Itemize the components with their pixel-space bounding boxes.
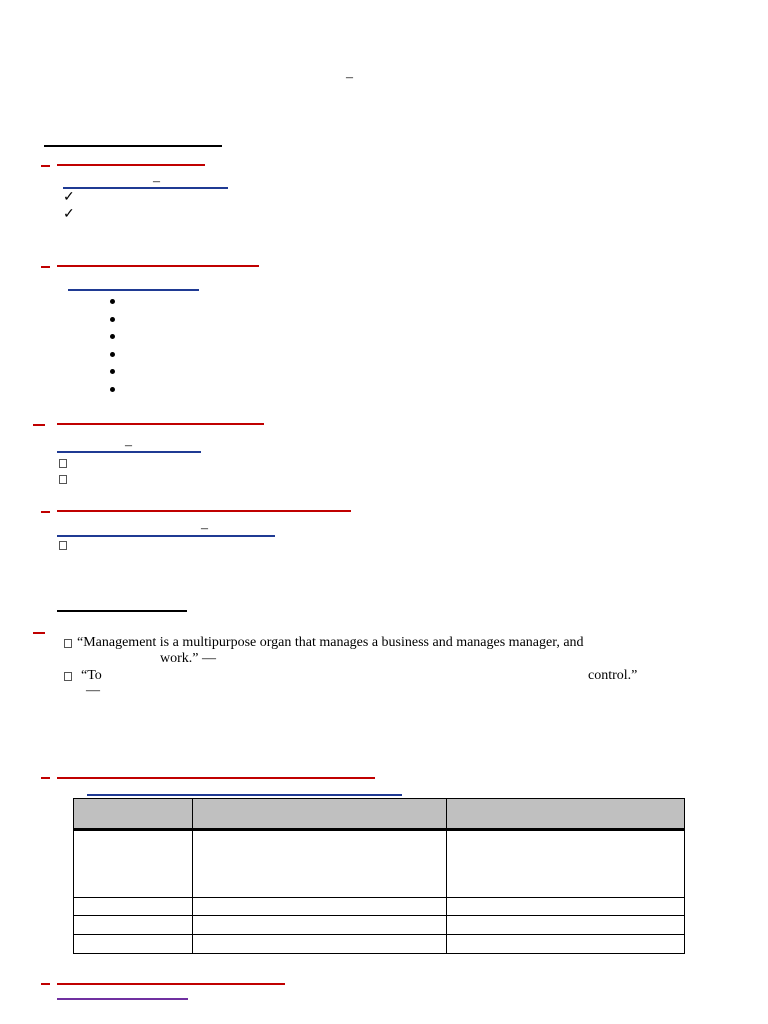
bullet-icon — [110, 299, 115, 304]
section-last-marker — [41, 983, 50, 985]
definitions-heading-underline — [57, 610, 187, 612]
section3-subheading-dash: – — [125, 438, 132, 453]
section1-heading-underline — [57, 164, 205, 166]
section1-marker — [41, 165, 50, 167]
quote1-line2: work.” — — [160, 651, 216, 666]
table-cell — [447, 934, 685, 953]
table-cell — [192, 897, 447, 915]
check-icon: ✓ — [63, 207, 75, 222]
table-header-row — [74, 799, 685, 830]
quote1-line1: “Management is a multipurpose organ that manages a business and manages manager, and — [77, 635, 584, 650]
main-heading-underline — [44, 145, 222, 147]
section-table-heading-underline — [57, 777, 375, 779]
table-cell — [74, 934, 193, 953]
section4-heading-underline — [57, 510, 351, 512]
table-cell — [74, 915, 193, 934]
section1-subheading-link[interactable] — [63, 187, 228, 189]
empty-box-icon — [64, 639, 72, 648]
section3-heading-underline — [57, 423, 264, 425]
empty-box-icon — [59, 541, 67, 550]
section-last-heading-underline — [57, 983, 285, 985]
section4-subheading-link[interactable] — [57, 535, 275, 537]
table-header-cell — [447, 799, 685, 830]
section4-marker — [41, 511, 50, 513]
section2-subheading-link[interactable] — [68, 289, 199, 291]
check-icon: ✓ — [63, 190, 75, 205]
quote2-end: control.” — [588, 668, 638, 683]
bullet-icon — [110, 317, 115, 322]
table-cell — [447, 830, 685, 897]
section1-subheading-dash: – — [153, 174, 160, 189]
quote2-line2: — — [86, 683, 100, 698]
table-cell — [192, 915, 447, 934]
bullet-icon — [110, 352, 115, 357]
section-last-visited-link[interactable] — [57, 998, 188, 1000]
empty-box-icon — [59, 459, 67, 468]
table-cell — [447, 897, 685, 915]
table-cell — [192, 830, 447, 897]
section-table-marker — [41, 777, 50, 779]
table-cell — [447, 915, 685, 934]
bullet-icon — [110, 334, 115, 339]
section-table-subheading-link[interactable] — [87, 794, 402, 796]
table-cell — [74, 830, 193, 897]
section2-marker — [41, 266, 50, 268]
table-cell — [192, 934, 447, 953]
table-row — [74, 934, 685, 953]
quote2-start: “To — [81, 668, 102, 683]
table-header-cell — [192, 799, 447, 830]
empty-box-icon — [64, 672, 72, 681]
empty-box-icon — [59, 475, 67, 484]
section2-heading-underline — [57, 265, 259, 267]
table-row — [74, 830, 685, 897]
comparison-table — [73, 798, 685, 954]
section3-marker — [33, 424, 45, 426]
table-row — [74, 915, 685, 934]
table-row — [74, 897, 685, 915]
section3-subheading-link[interactable] — [57, 451, 201, 453]
definitions-marker — [33, 632, 45, 634]
bullet-icon — [110, 369, 115, 374]
bullet-icon — [110, 387, 115, 392]
table-header-cell — [74, 799, 193, 830]
table-cell — [74, 897, 193, 915]
section4-subheading-dash: – — [201, 521, 208, 536]
top-dash: – — [346, 70, 353, 85]
